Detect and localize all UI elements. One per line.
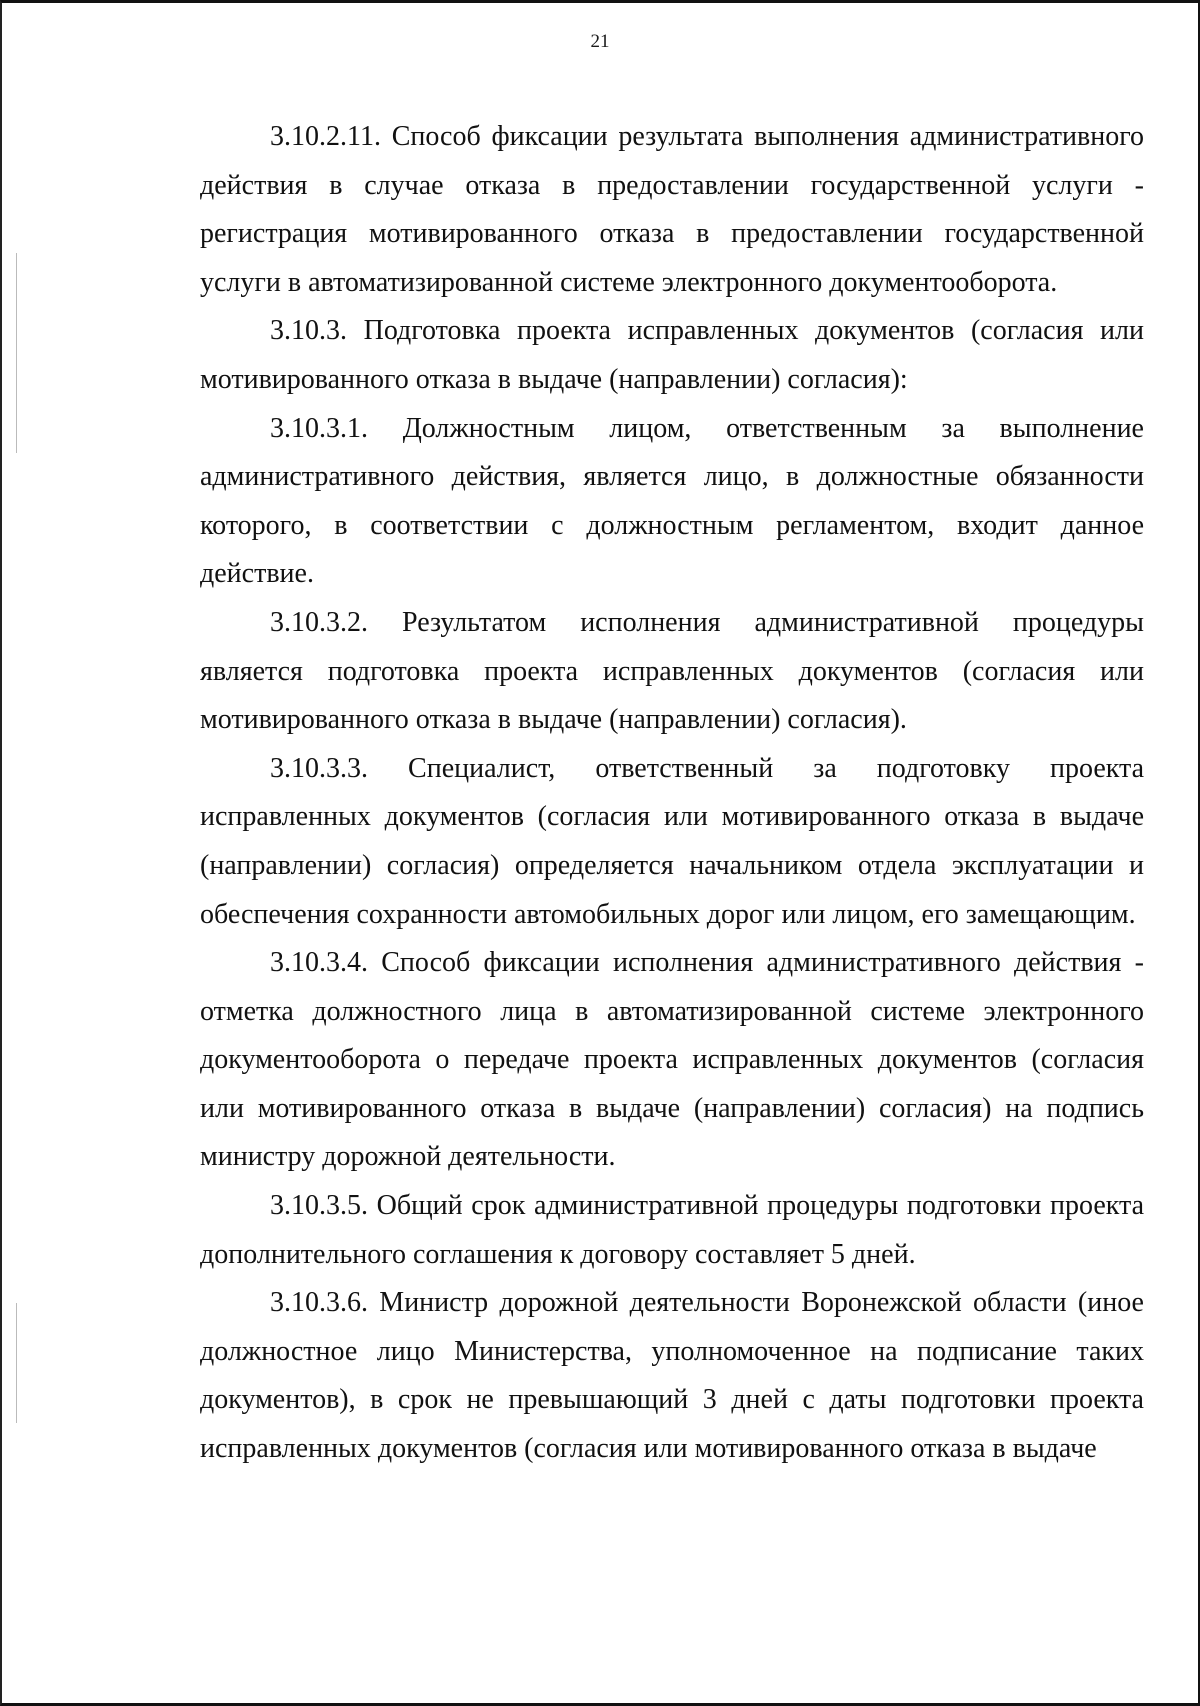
paragraph-3-10-3-3: 3.10.3.3. Специалист, ответственный за подготовку проекта исправленных документов (согласия или мотивированного отказа в выдаче (направлении) согласия) определяется начальником отдела эксплуатации и обеспечения сохранности автомобильных дорог или лицом, его замещающим. <box>200 752 1144 930</box>
scan-artifact-line <box>16 1303 17 1423</box>
scan-artifact-line <box>16 253 17 453</box>
paragraph-3-10-3-2: 3.10.3.2. Результатом исполнения административной процедуры является подготовка проекта исправленных документов (согласия или мотивированного отказа в выдаче (направлении) согласия). <box>200 606 1144 736</box>
paragraph-3-10-3-5: 3.10.3.5. Общий срок административной процедуры подготовки проекта дополнительного соглашения к договору составляет 5 дней. <box>200 1190 1144 1270</box>
paragraph-3-10-3-1: 3.10.3.1. Должностным лицом, ответственным за выполнение административного действия, является лицо, в должностные обязанности которого, в соответствии с должностным регламентом, входит данное действие. <box>200 412 1144 590</box>
page-number: 21 <box>590 31 610 52</box>
paragraph-3-10-3-4: 3.10.3.4. Способ фиксации исполнения административного действия - отметка должностного лица в автоматизированной системе электронного документооборота о передаче проекта исправленных документов (согласия или мотивированного отказа в выдаче (направлении) согласия) на подпись министру дорожной деятельности. <box>200 947 1144 1173</box>
document-body <box>200 113 1144 1474</box>
paragraph-3-10-3: 3.10.3. Подготовка проекта исправленных документов (согласия или мотивированного отказа в выдаче (направлении) согласия): <box>200 315 1144 395</box>
paragraph-3-10-2-11: 3.10.2.11. Способ фиксации результата выполнения административного действия в случае отказа в предоставлении государственной услуги - регистрация мотивированного отказа в предоставлении государственной услуги в автоматизированной системе электронного документооборота. <box>200 121 1144 298</box>
paragraph-3-10-3-6: 3.10.3.6. Министр дорожной деятельности Воронежской области (иное должностное лицо Министерства, уполномоченное на подписание таких документов), в срок не превышающий 3 дней с даты подготовки проекта исправленных документов (согласия или мотивированного отказа в выдаче <box>200 1287 1144 1465</box>
